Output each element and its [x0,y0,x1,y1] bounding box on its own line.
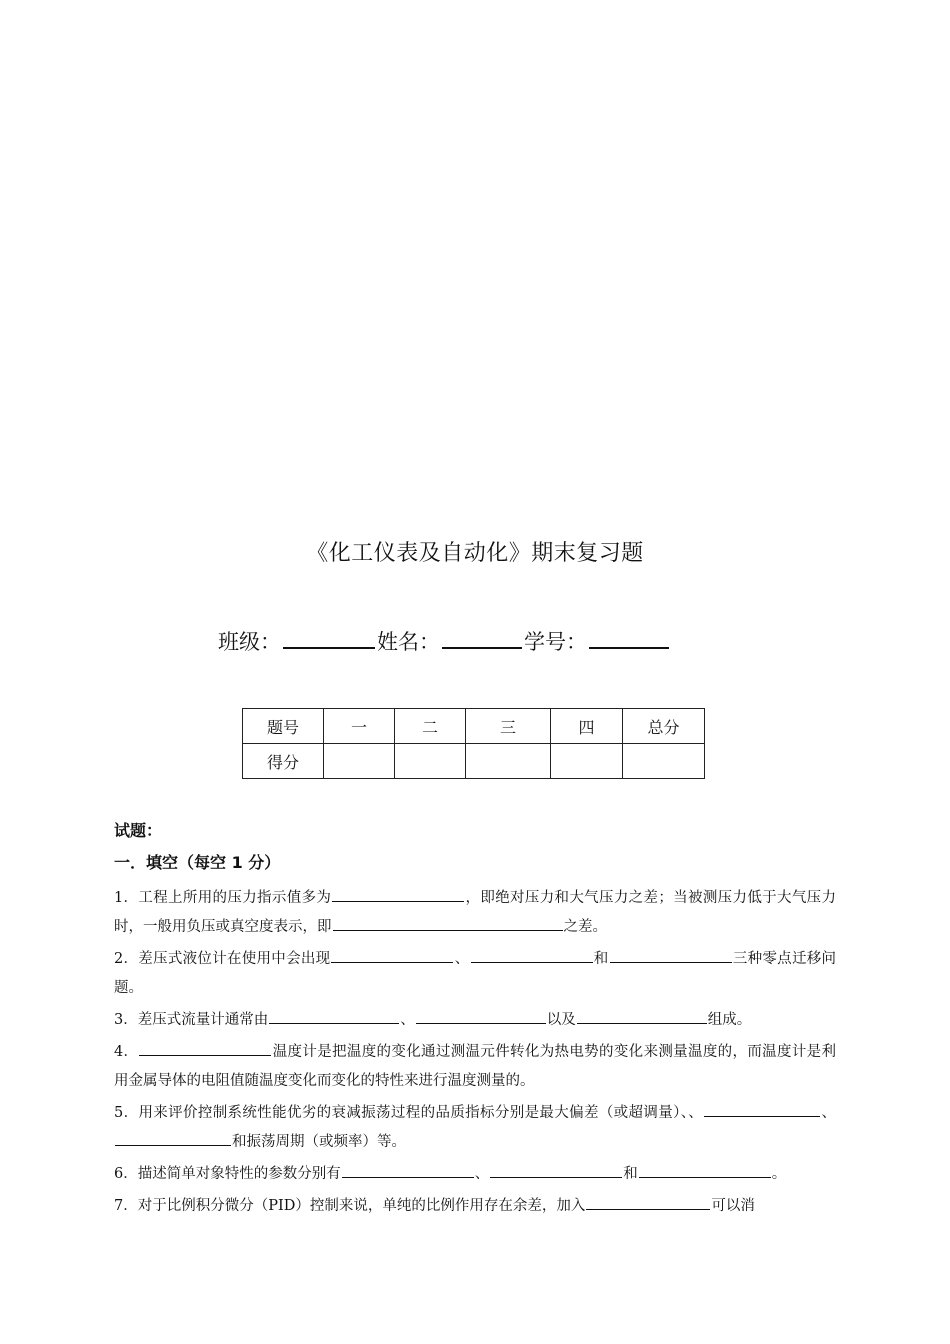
question-6 [114,1160,836,1189]
score-table [242,708,705,779]
question-text: 、 [454,951,470,967]
question-text: 三种零点迁移问题。 [114,951,837,996]
id-label: 学号： [524,630,587,654]
score-header-cell: 三 [466,709,551,744]
question-text: 、 [400,1012,415,1028]
question-number: 6． [114,1166,138,1182]
class-label: 班级： [218,630,281,654]
answer-blank[interactable] [333,916,563,931]
part1-title: 一．填空（每空 1 分） [114,853,281,872]
score-cell[interactable] [466,744,551,779]
question-text: 、 [474,1166,490,1182]
answer-blank[interactable] [331,948,453,963]
answer-blank[interactable] [639,1163,771,1178]
question-text: 和振荡周期（或频率）等。 [232,1134,406,1150]
question-5 [114,1099,836,1157]
name-label: 姓名： [377,630,440,654]
score-row-label: 得分 [243,744,324,779]
document-title: 《化工仪表及自动化》期末复习题 [306,541,644,566]
answer-blank[interactable] [332,887,464,902]
question-text: 差压式流量计通常由 [137,1012,269,1028]
answer-blank[interactable] [416,1009,546,1024]
question-text: 之差。 [563,919,607,935]
answer-blank[interactable] [342,1163,474,1178]
question-text: 和 [593,951,609,967]
score-cell[interactable] [623,744,705,779]
question-3 [114,1006,836,1035]
score-table-score-row [243,744,705,779]
class-blank[interactable] [283,627,375,649]
question-text: 以及 [546,1012,576,1028]
answer-blank[interactable] [490,1163,622,1178]
score-cell[interactable] [324,744,395,779]
question-text: 对于比例积分微分（PID）控制来说，单纯的比例作用存在余差，加入 [137,1198,586,1214]
score-header-cell: 一 [324,709,395,744]
score-header-cell: 二 [395,709,466,744]
score-cell[interactable] [395,744,466,779]
question-text: 用来评价控制系统性能优劣的衰减振荡过程的品质指标分别是最大偏差（或超调量）、 [138,1105,689,1121]
score-header-cell: 题号 [243,709,324,744]
question-number: 7． [114,1198,138,1214]
question-4 [114,1038,836,1096]
question-number: 1． [114,890,139,906]
score-header-cell: 四 [551,709,623,744]
question-1 [114,884,836,942]
question-text: 、 [688,1105,704,1121]
question-text: 组成。 [707,1012,752,1028]
question-text: ，即绝对压力和大气压力之差；当被测压力低于大气压力时，一般用负压或真空度表示，即 [114,890,836,935]
answer-blank[interactable] [471,948,593,963]
question-text: 差压式液位计在使用中会出现 [138,951,331,967]
answer-blank[interactable] [577,1009,707,1024]
score-table-header-row [243,709,705,744]
question-number: 2． [114,951,139,967]
answer-blank[interactable] [704,1102,820,1117]
answer-blank[interactable] [610,948,732,963]
section-title: 试题： [114,821,163,840]
question-text: 描述简单对象特性的参数分别有 [137,1166,341,1182]
question-text: 可以消 [711,1198,755,1214]
question-number: 3． [114,1012,138,1028]
name-blank[interactable] [442,627,522,649]
question-text: 温度计是把温度的变化通过测温元件转化为热电势的变化来测量温度的，而温度计是利用金属导体的电阻值随温度变化而变化的特性来进行温度测量的。 [114,1044,836,1089]
question-text: 和 [623,1166,638,1182]
question-text: 。 [771,1166,787,1182]
question-number: 4． [114,1044,139,1060]
answer-blank[interactable] [115,1131,231,1146]
question-text: 工程上所用的压力指示值多为 [138,890,332,906]
question-number: 5． [114,1105,139,1121]
student-info-line [218,626,671,656]
question-7 [114,1192,836,1221]
answer-blank[interactable] [139,1041,271,1056]
question-text: 、 [821,1105,837,1121]
score-header-cell: 总分 [623,709,705,744]
answer-blank[interactable] [586,1195,710,1210]
score-cell[interactable] [551,744,623,779]
question-2 [114,945,836,1003]
id-blank[interactable] [589,627,669,649]
question-list [114,884,836,1224]
answer-blank[interactable] [269,1009,399,1024]
